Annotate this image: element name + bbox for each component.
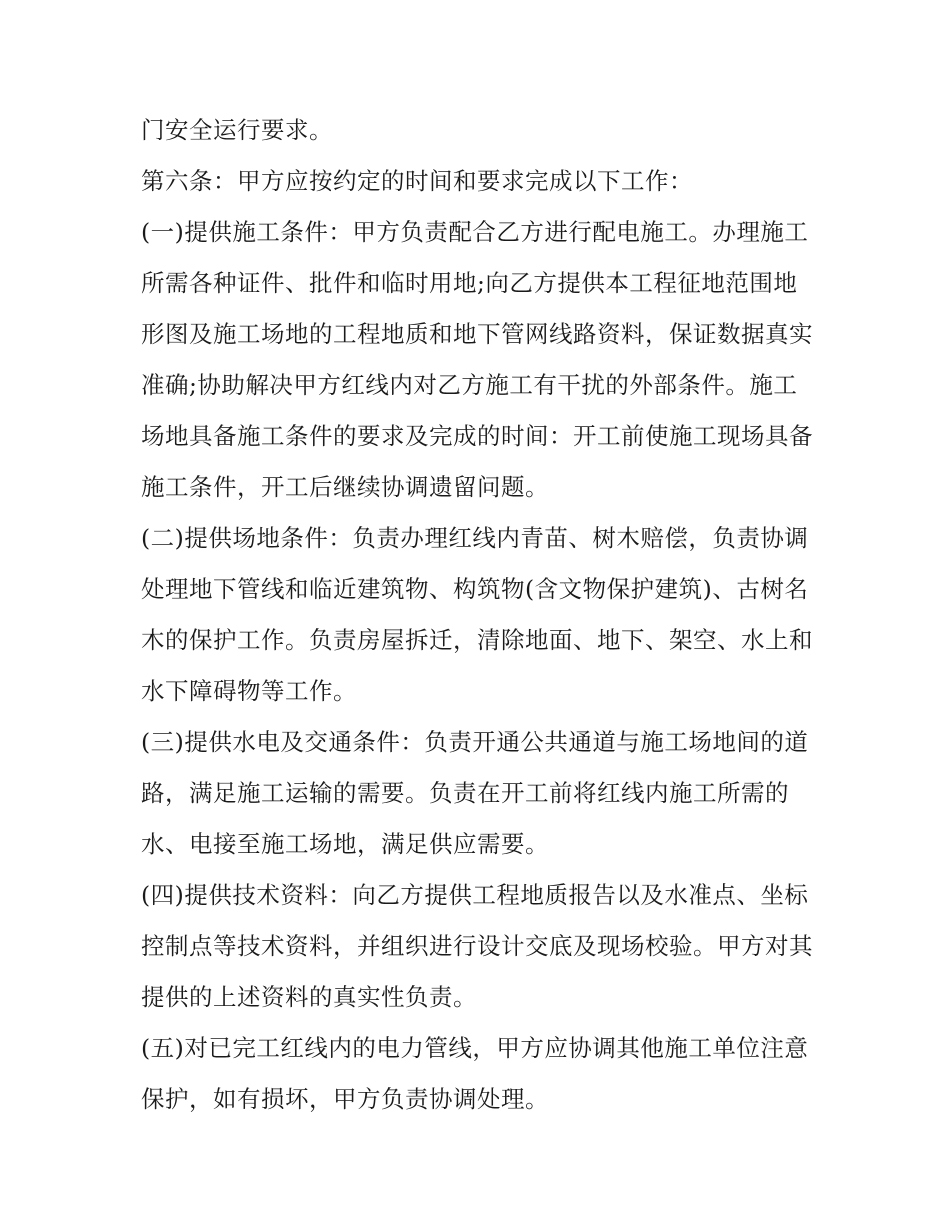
paragraph-article-six: 第六条：甲方应按约定的时间和要求完成以下工作： bbox=[141, 167, 693, 195]
paragraph-clause-4: (四)提供技术资料：向乙方提供工程地质报告以及水准点、坐标控制点等技术资料，并组织进行设计交底及现场校验。甲方对其提供的上述资料的真实性负责。 bbox=[141, 881, 813, 1011]
paragraph-continuation: 门安全运行要求。 bbox=[141, 116, 333, 144]
paragraph-clause-3: (三)提供水电及交通条件：负责开通公共通道与施工场地间的道路，满足施工运输的需要。负责在开工前将红线内施工所需的水、电接至施工场地，满足供应需要。 bbox=[141, 728, 809, 858]
paragraph-clause-5: (五)对已完工红线内的电力管线，甲方应协调其他施工单位注意保护，如有损坏，甲方负责协调处理。 bbox=[141, 1034, 809, 1113]
document-body bbox=[141, 105, 821, 1125]
paragraph-clause-1: (一)提供施工条件：甲方负责配合乙方进行配电施工。办理施工所需各种证件、批件和临时用地;向乙方提供本工程征地范围地形图及施工场地的工程地质和地下管网线路资料，保证数据真实准确;协助解决甲方红线内对乙方施工有干扰的外部条件。施工场地具备施工条件的要求及完成的时间：开工前使施工现场具备施工条件，开工后继续协调遗留问题。 bbox=[141, 218, 813, 501]
paragraph-clause-2: (二)提供场地条件：负责办理红线内青苗、树木赔偿，负责协调处理地下管线和临近建筑物、构筑物(含文物保护建筑)、古树名木的保护工作。负责房屋拆迁，清除地面、地下、架空、水上和水下障碍物等工作。 bbox=[141, 524, 813, 705]
